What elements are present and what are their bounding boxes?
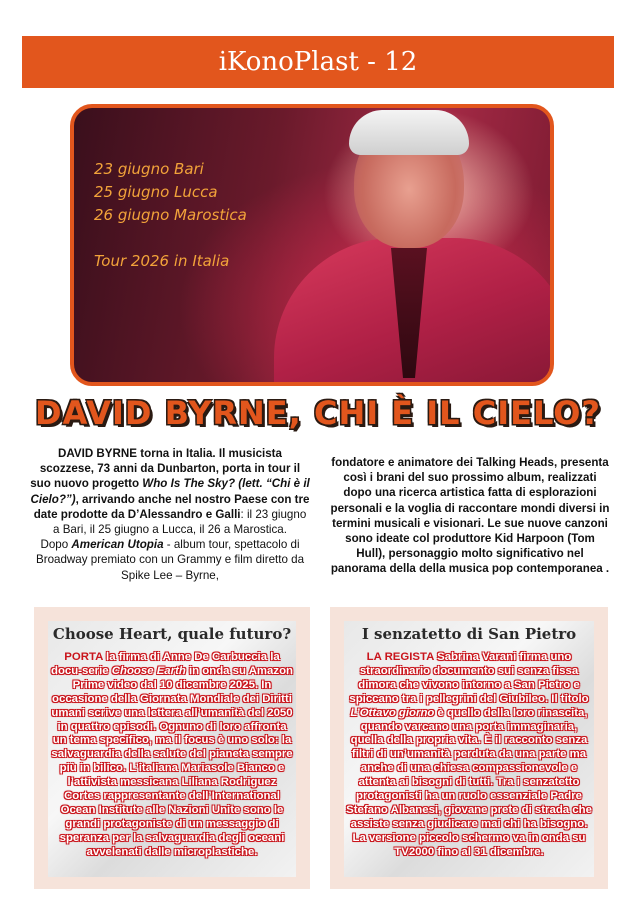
- box-title: Choose Heart, quale futuro?: [52, 625, 292, 643]
- article-lead: DAVID BYRNE: [58, 447, 138, 460]
- sidebar-box-choose-heart: [34, 607, 310, 889]
- album-title: Who Is The Sky? (lett. “Chi è il Cielo?”): [30, 477, 310, 506]
- box-background: [48, 621, 296, 877]
- box-lead: LA REGISTA: [366, 651, 434, 663]
- article-text: , arrivando anche nel nostro Paese con tre date prodotte da D’Alessandro e Galli: [33, 492, 310, 521]
- article-column-right: [330, 455, 610, 577]
- article-text: torna in Italia. Il musicista scozzese, 73 anni da Dunbarton, porta in tour il suo nuovo progetto: [30, 447, 301, 491]
- article-headline: DAVID BYRNE, CHI È IL CIELO?: [35, 394, 601, 432]
- article-text: : il 23 giugno a Bari, il 25 giugno a Lucca, il 26 a Marostica.: [53, 507, 307, 537]
- box-title: I senzatetto di San Pietro: [361, 625, 577, 643]
- box-text: in onda su Amazon Prime video dal 10 dicembre 2025. In occasione della Giornata Mondiale dei Diritti umani scrive una lettera all’umanità del 2050 in quattro episodi. Ognuno di loro affronta un tema specifico, ma il focus è uno solo: la salvaguardia della salute del pianeta sempre più in bilico. L’italiana Mariasole Bianco e l’attivista messicana Liliana Rodriguez Cortes rappresentante dell’International Ocean Institute alle Nazioni Unite sono le grandi protagoniste di un messaggio di speranza per la salvaguardia degli oceani avvelenati dalle microplastiche.: [51, 664, 293, 858]
- tour-label: Tour 2026 in Italia: [94, 252, 230, 270]
- box-text: Sabrina Varani firma uno straordinario documento sui senza fissa dimora che vivono intorno a San Pietro e spiccano tra i pellegrini del Giubileo. Il titolo: [349, 651, 589, 705]
- sidebar-box-senzatetto: [330, 607, 608, 889]
- box-text: è quello della loro rinascita, quando varcano una porta immaginaria, quella della propria vita. È il racconto senza filtri di un’umanità perduta da una parte ma anche di una chiesa compassionevole e attenta ai bisogni di tutti. Tra i senzatetto protagonisti ha un ruolo essenziale Padre Stefano Albanesi, giovane prete di strada che assiste senza giudicare mai chi ha bisogno. La versione piccolo schermo va in onda su TV2000 fino al 31 dicembre.: [346, 706, 592, 858]
- tour-date: 25 giugno Lucca: [94, 183, 218, 201]
- header-bar: [22, 36, 614, 88]
- series-title: Choose Earth: [111, 664, 186, 677]
- box-body: [346, 651, 592, 860]
- article-text: fondatore e animatore dei Talking Heads, presenta così i brani del suo prossimo album, realizzati dopo una ricerca artistica fatta di esplorazioni personali e la voglia di raccontare mondi diversi in termini musicali e visionari. Le sue nuove canzoni sono ideate col produttore Kid Harpoon (Tom Hull), personaggio molto significativo nel panorama della della musica pop contemporanea .: [330, 456, 610, 576]
- article-text: - album tour, spettacolo di Broadway premiato con un Grammy e film diretto da Spike Lee – Byrne,: [35, 538, 305, 582]
- article-column-left: [30, 446, 310, 583]
- photo-figure-hair: [349, 110, 469, 155]
- box-lead: PORTA: [64, 651, 103, 663]
- article-text: Dopo: [40, 538, 72, 552]
- tour-dates: [94, 158, 247, 273]
- magazine-title: iKonoPlast - 12: [218, 47, 418, 77]
- hero-photo: [70, 104, 554, 386]
- show-title: American Utopia: [71, 538, 164, 552]
- box-background: [344, 621, 594, 877]
- box-text: la firma di Anne De Carbuccia la docu-serie: [50, 651, 280, 677]
- film-title: L’Ottavo giorno: [350, 706, 435, 719]
- box-body: [50, 651, 294, 860]
- tour-date: 23 giugno Bari: [94, 160, 204, 178]
- tour-date: 26 giugno Marostica: [94, 206, 247, 224]
